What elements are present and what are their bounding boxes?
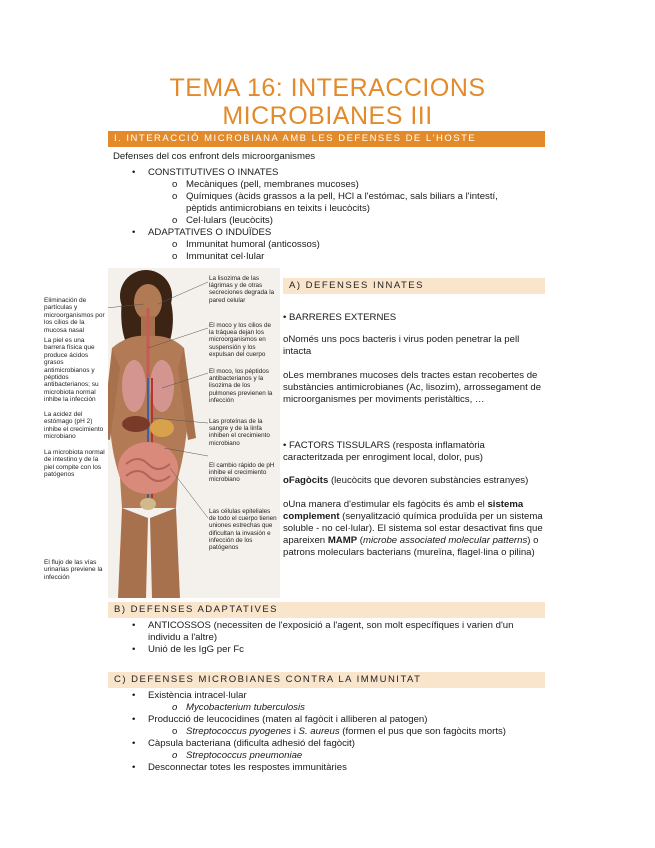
complement-paragraph: oUna manera d'estimular els fagòcits és amb el sistema complement (senyalització química produïda per un sistema soluble - no cel·lular). El sistema sol estar desactivat fins que apareixen MAMP (microbe associated molecular patterns) o patrons moleculars bacterians (mureïna, flagel·lina o pilina) — [283, 499, 543, 558]
list-item: o Químiques (àcids grassos a la pell, HCl a l'estómac, sals biliars a l'intestí, — [186, 191, 498, 203]
adaptive-item: • ADAPTATIVES O INDUÏDES — [148, 227, 271, 239]
list-item: o Cel·lulars (leucòcits) — [186, 215, 273, 227]
list-item-cont: pèptids antimicrobians en teixits i leucòcits) — [186, 203, 370, 214]
figure-label: El moco y los cilios de la tráquea dejan los microorganismos en suspensión y los expulsan del cuerpo — [209, 322, 271, 358]
section-heading-1: I. INTERACCIÓ MICROBIANA AMB LES DEFENSES DE L'HOSTE — [108, 131, 545, 147]
figure-label: La piel es una barrera física que produce ácidos grasos antimicrobianos y péptidos antibacterianos; su microbiota normal inhibe la infección — [44, 337, 99, 404]
innate-paragraph: oLes membranes mucoses dels tractes estan recobertes de substàncies antimicrobianes (Ac, lisozim), arrossegament de microorganismes per moviments peristàltics, … — [283, 370, 542, 405]
evasion-heading: C) DEFENSES MICROBIANES CONTRA LA IMMUNITAT — [108, 672, 545, 688]
list-item: • Existència intracel·lular — [148, 690, 247, 702]
list-item-cont: individu a l'altre) — [148, 632, 218, 643]
list-item: o Immunitat cel·lular — [186, 251, 264, 263]
list-item: • ANTICOSSOS (necessiten de l'exposició a l'agent, son molt específiques i varien d'un — [148, 620, 513, 632]
innate-heading: A) DEFENSES INNATES — [283, 278, 545, 294]
figure-label: El moco, los péptidos antibacterianos y la lisozima de los pulmones previenen la infección — [209, 368, 273, 404]
figure-label: Eliminación de partículas y microorganismos por los cilios de la mucosa nasal — [44, 297, 105, 334]
list-item: o Streptococcus pneumoniae — [186, 750, 302, 762]
figure-label: La lisozima de las lágrimas y de otras secreciones degrada la pared celular — [209, 275, 275, 304]
innate-paragraph: oNomés uns pocs bacteris i virus poden penetrar la pell intacta — [283, 334, 520, 357]
figure-label: La acidez del estómago (pH 2) inhibe el crecimiento microbiano — [44, 411, 104, 441]
constitutive-item: • CONSTITUTIVES O INNATES — [148, 167, 278, 179]
figure-label: Las proteínas de la sangre y de la linfa inhiben el crecimiento microbiano — [209, 418, 270, 447]
list-item: o Mycobacterium tuberculosis — [186, 702, 305, 714]
list-item: o Streptococcus pyogenes i S. aureus (formen el pus que son fagòcits morts) — [186, 726, 506, 738]
list-item: o Mecàniques (pell, membranes mucoses) — [186, 179, 359, 191]
list-item: • Càpsula bacteriana (dificulta adhesió del fagòcit) — [148, 738, 355, 750]
figure-label: El cambio rápido de pH inhibe el crecimiento microbiano — [209, 462, 275, 484]
intro-text: Defenses del cos enfront dels microorganismes — [113, 151, 316, 162]
fagocits-paragraph: oFagòcits (leucòcits que devoren substàncies estranyes) — [283, 475, 529, 486]
figure-label: Las células epiteliales de todo el cuerpo tienen uniones estrechas que dificultan la invasión e infección de los patógenos — [209, 508, 277, 552]
list-item: o Immunitat humoral (anticossos) — [186, 239, 320, 251]
list-item: • Desconnectar totes les respostes immunitàries — [148, 762, 347, 774]
list-item: • Unió de les IgG per Fc — [148, 644, 244, 656]
factors-tissulars: • FACTORS TISSULARS (resposta inflamatòria caracteritzada per enrogiment local, dolor, pus) — [283, 440, 485, 463]
list-item: • Producció de leucocidines (maten al fagòcit i alliberen al patogen) — [148, 714, 427, 726]
figure-label: El flujo de las vías urinarias previene la infección — [44, 559, 103, 581]
page-title: TEMA 16: INTERACCIONS MICROBIANES III — [169, 74, 486, 130]
figure-label: La microbiota normal de intestino y de la piel compite con los patógenos — [44, 449, 105, 479]
barreres-externes: • BARRERES EXTERNES — [283, 312, 397, 323]
adaptive-heading: B) DEFENSES ADAPTATIVES — [108, 602, 545, 618]
